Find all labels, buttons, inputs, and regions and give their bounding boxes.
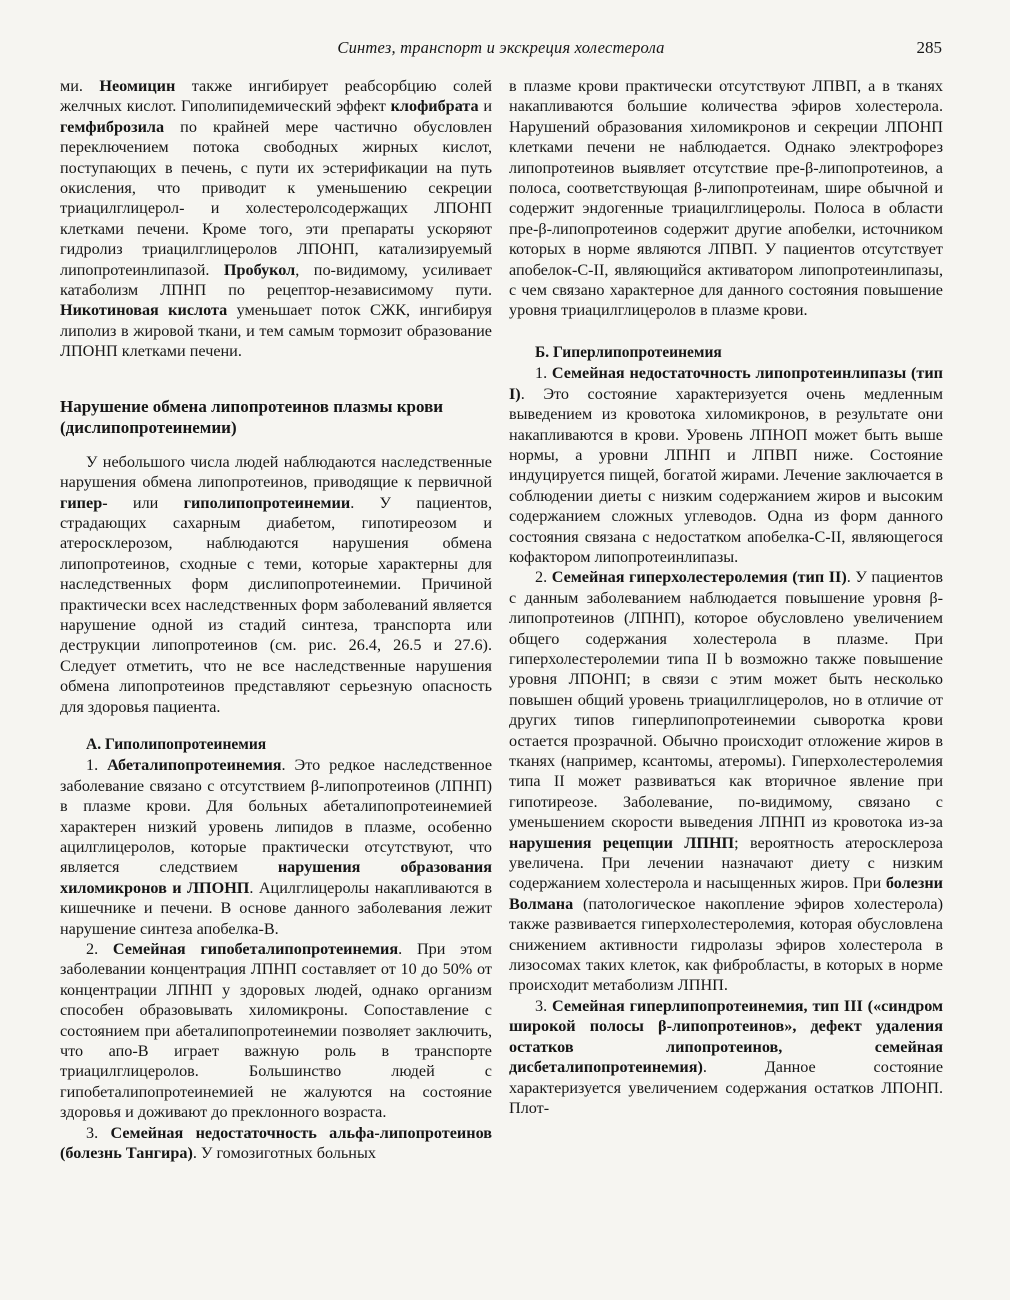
paragraph-type-3: 3. Семейная гиперлипопротеинемия, тип III («синдром широкой полосы β-липопротеинов», дефект удаления остатков липопротеинов, семейная дисбеталипопротеинемия). Данное состояние характеризуется увеличением содержания остатков ЛПОНП. Плот- <box>509 996 944 1117</box>
paragraph-drugs: ми. Неомицин также ингибирует реабсорбцию солей желчных кислот. Гиполипидемический эффект клофибрата и гемфиброзила по крайней мере частично обусловлен переключением потока свободных жирных кислот, поступающих в печень, с пути их эстерификации на путь окисления, что приводит к уменьшению секреции триацилглицерол- и холестеролсодержащих ЛПОНП клетками печени. Кроме того, эти препараты ускоряют гидролиз триацилглицеролов ЛПОНП, катализируемый липопротеинлипазой. Пробукол, по-видимому, усиливает катаболизм ЛПНП по рецептор-незавиcимому пути. Никотиновая кислота уменьшает поток СЖК, ингибируя липолиз в жировой ткани, и тем самым тормозит образование ЛПОНП клетками печени. <box>60 77 493 361</box>
subsection-a-heading: А. Гиполипопротеинемия <box>86 735 267 753</box>
page-header <box>60 38 942 62</box>
paragraph-tangier-continued: в плазме крови практически отсутствуют ЛПВП, а в тканях накапливаются большие количества эфиров холестерола. Нарушений образования хиломикронов и секреции ЛПОНП клетками печени не наблюдается. Однако электрофорез липопротеинов выявляет отсутствие пре-β-липопротеинов, а полоса, соответствующая β-липопротеинам, шире обычной и содержит эндогенные триацилглицеролы. Полоса в области пре-β-липопротеинов содержит другие апобелки, источником которых в норме являются ЛПВП. У пациентов отсутствует апобелок-С-II, являющийся активатором липопротеинлипазы, с чем связано характерное для данного состояния повышение уровня триацилглицеролов в плазме крови. <box>509 77 943 320</box>
paragraph-type-1: 1. Семейная недостаточность липопротеинлипазы (тип I). Это состояние характеризуется очень медленным выведением из кровотока хиломикронов, в результате они накапливаются в крови. Уровень ЛПНОП может быть выше нормы, а уровни ЛПНП и ЛПВП ниже. Состояние индуцируется пищей, богатой жирами. Лечение заключается в соблюдении диеты с низким содержанием жиров и высоким содержанием сложных углеводов. Одна из форм данного состояния связана с недостатком апобелка-С-II, являющегося кофактором липопротеинлипазы. <box>509 364 944 566</box>
section-heading: Нарушение обмена липопротеинов плазмы крови (дислипопротеинемии) <box>60 396 444 437</box>
paragraph-type-2: 2. Семейная гиперхолестеролемия (тип II). У пациентов с данным заболеванием наблюдается повышение уровня β-липопротеинов (ЛПНП), которое обусловлено увеличением общего содержания холестерола в плазме. При гиперхолестеролемии типа II b возможно также повышение уровня ЛПОНП; в связи с этим может быть несколько повышен общий уровень триацилглицеролов, но в отличие от других типов гиперлипопротеинемии сыворотка крови остается прозрачной. Обычно происходит отложение жиров в тканях (например, ксантомы, атеромы). Гиперхолестеролемия типа II может развиваться как вторичное явление при гипотиреозе. Заболевание, по-видимому, связано с уменьшением скорости выведения ЛПНП из кровотока из-за нарушения рецепции ЛПНП; вероятность атеросклероза увеличена. При лечении назначают диету с низким содержанием холестерола и насыщенных жиров. При болезни Волмана (патологическое накопление эфиров холестерола) также развивается гиперхолестеролемия, которая обусловлена снижением активности гидролазы эфиров холестерола в лизосомах таких клеток, как фибробласты, в которых в норме происходит метаболизм ЛПНП. <box>509 568 943 995</box>
paragraph-tangier: 3. Семейная недостаточность альфа-липопротеинов (болезнь Тангира). У гомозиготных больных <box>60 1123 493 1163</box>
running-title: Синтез, транспорт и экскреция холестерола <box>337 38 665 57</box>
paragraph-abetalipoproteinemia: 1. Абеталипопротеинемия. Это редкое наследственное заболевание связано с отсутствием β-липопротеинов (ЛПНП) в плазме крови. Для больных абеталипопротеинемией характерен низкий уровень липидов в плазме, особенно ацилглицеролов, которые практически отсутствуют, что является следствием нарушения образования хиломикронов и ЛПОНП. Ацилглицеролы накапливаются в кишечнике и печени. В основе данного заболевания лежит нарушение синтеза апобелка-В. <box>60 756 493 938</box>
paragraph-intro: У небольшого числа людей наблюдаются наследственные нарушения обмена липопротеинов, приводящие к первичной гипер- или гиполипопротеинемии. У пациентов, страдающих сахарным диабетом, гипотиреозом и атеросклерозом, наблюдаются нарушения обмена липопротеинов, сходные с теми, которые характерны для наследственных форм дислипопротеинемии. Причиной практически всех наследственных форм заболеваний является нарушение одной из стадий синтеза, транспорта или деструкции липопротеинов (см. рис. 26.4, 26.5 и 27.6). Следует отметить, что не все наследственные нарушения обмена липопротеинов представляют серьезную опасность для здоровья пациента. <box>60 452 492 716</box>
left-column <box>60 76 492 1164</box>
subsection-b-heading: Б. Гиперлипопротеинемия <box>535 343 722 361</box>
paragraph-hypobetalipoproteinemia: 2. Семейная гипобеталипопротеинемия. При этом заболевании концентрация ЛПНП составляет от 10 до 50% от концентрации ЛПНП у здоровых людей, однако организм способен образовывать хиломикроны. Сопоставление с состоянием при абеталипопротеинемии позволяет заключить, что апо-В играет важную роль в транспорте триацилглицеролов. Большинство людей с гипобеталипопротеинемией не жалуются на состояние здоровья и доживают до преклонного возраста. <box>60 940 492 1122</box>
page-number: 285 <box>916 38 942 57</box>
right-column <box>509 76 943 1118</box>
